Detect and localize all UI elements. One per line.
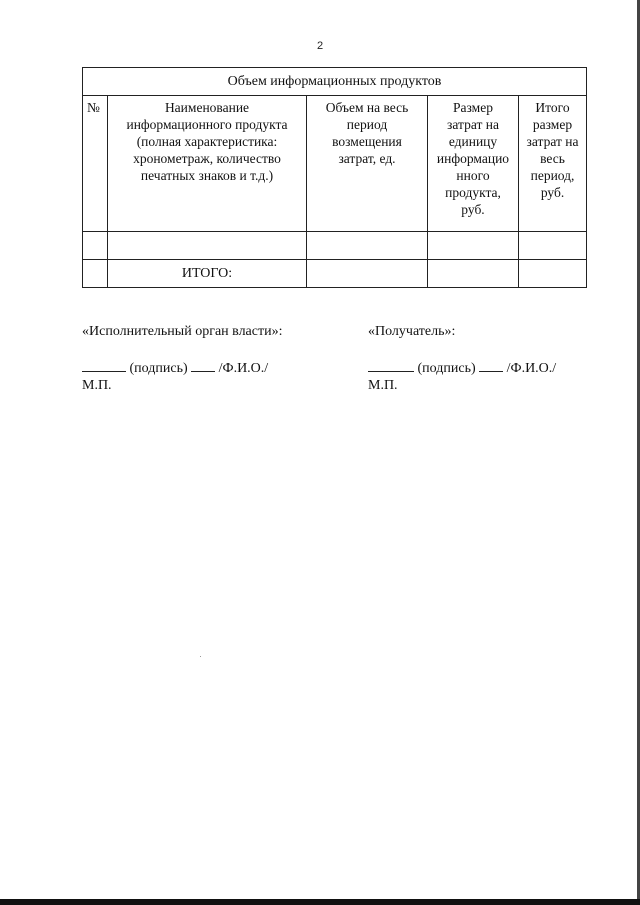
initials-blank xyxy=(479,359,503,372)
column-header-volume-line: Объем на весь xyxy=(325,100,409,115)
column-header-name-line: печатных знаков и т.д.) xyxy=(140,168,274,183)
table-cell xyxy=(108,232,307,260)
fio-label: /Ф.И.О./ xyxy=(506,361,557,376)
column-header-unit-cost-line: нного xyxy=(456,168,490,183)
table-header-row xyxy=(83,96,587,232)
table-cell xyxy=(428,232,519,260)
column-header-total-line: Итого xyxy=(535,100,570,115)
fio-label: /Ф.И.О./ xyxy=(218,361,269,376)
column-header-name-line: (полная характеристика: xyxy=(136,134,278,149)
information-products-table xyxy=(82,67,587,288)
table-row xyxy=(83,232,587,260)
column-header-total-line: руб. xyxy=(540,185,565,200)
scan-bottom-edge xyxy=(0,899,640,905)
column-header-unit-cost-line: единицу xyxy=(448,134,498,149)
signature-label: (подпись) xyxy=(129,361,188,376)
column-header-volume-line: период xyxy=(346,117,388,132)
signature-blank xyxy=(368,359,414,372)
initials-blank xyxy=(191,359,215,372)
column-header-total-line: весь xyxy=(540,151,565,166)
signature-line xyxy=(368,359,556,377)
scan-speck xyxy=(200,656,201,657)
column-header-unit-cost-line: затрат на xyxy=(447,117,499,132)
column-header-name xyxy=(108,96,307,232)
signature-blank xyxy=(82,359,126,372)
column-header-number: № xyxy=(83,96,108,232)
column-header-unit-cost-line: Размер xyxy=(453,100,493,115)
stamp-label: М.П. xyxy=(82,378,112,393)
stamp-label: М.П. xyxy=(368,378,398,393)
signature-block-recipient xyxy=(368,323,556,394)
column-header-volume-line: возмещения xyxy=(332,134,402,149)
table-cell xyxy=(307,260,428,288)
table-cell xyxy=(519,232,587,260)
column-header-total-line: период, xyxy=(530,168,575,183)
table-cell xyxy=(83,232,108,260)
signature-block-executive-body xyxy=(82,323,282,394)
table-cell xyxy=(428,260,519,288)
column-header-unit-cost-line: продукта, xyxy=(445,185,501,200)
spacer xyxy=(368,340,556,359)
signature-line xyxy=(82,359,282,377)
party-label: «Получатель»: xyxy=(368,324,456,339)
total-label: ИТОГО: xyxy=(108,260,307,288)
page-number: 2 xyxy=(316,40,324,52)
party-label: «Исполнительный орган власти»: xyxy=(82,324,283,339)
table-cell xyxy=(83,260,108,288)
column-header-name-line: информационного продукта xyxy=(126,117,288,132)
table-cell xyxy=(519,260,587,288)
table-total-row xyxy=(83,260,587,288)
column-header-name-line: хронометраж, количество xyxy=(133,151,281,166)
column-header-unit-cost xyxy=(428,96,519,232)
signature-label: (подпись) xyxy=(417,361,476,376)
column-header-unit-cost-line: информацио xyxy=(436,151,510,166)
column-header-name-line: Наименование xyxy=(164,100,250,115)
column-header-unit-cost-line: руб. xyxy=(461,202,485,217)
column-header-volume xyxy=(307,96,428,232)
table-title: Объем информационных продуктов xyxy=(83,68,587,96)
spacer xyxy=(82,340,282,359)
column-header-total-line: затрат на xyxy=(526,134,579,149)
table-cell xyxy=(307,232,428,260)
column-header-total xyxy=(519,96,587,232)
column-header-total-line: размер xyxy=(532,117,573,132)
column-header-volume-line: затрат, ед. xyxy=(338,151,396,166)
